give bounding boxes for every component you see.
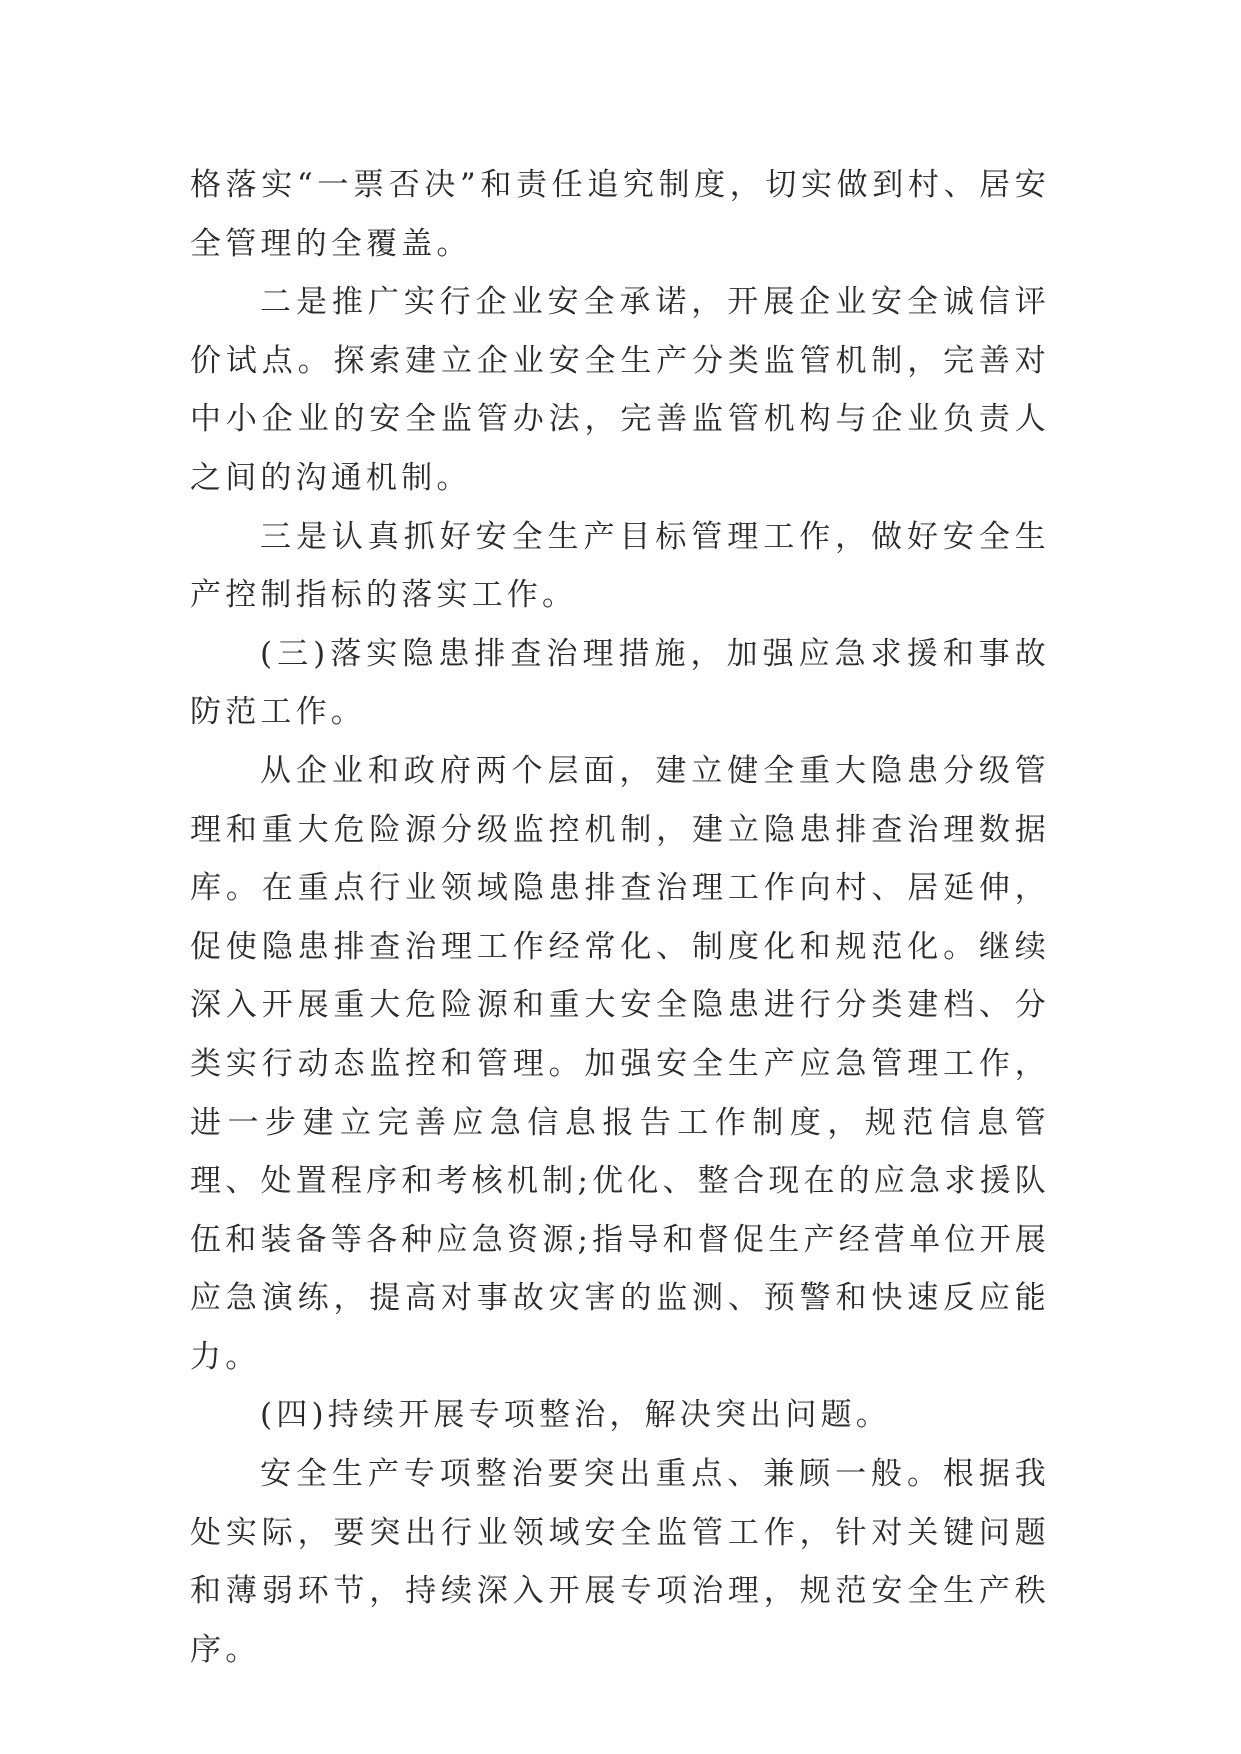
section-heading-3: (三)落实隐患排查治理措施，加强应急求援和事故防范工作。 <box>190 635 1050 731</box>
paragraph-5: 安全生产专项整治要突出重点、兼顾一般。根据我处实际，要突出行业领域安全监管工作，针对关键问题和薄弱环节，持续深入开展专项治理，规范安全生产秩序。 <box>190 1456 1050 1668</box>
paragraph-2: 二是推广实行企业安全承诺，开展企业安全诚信评价试点。探索建立企业安全生产分类监管机制，完善对中小企业的安全监管办法，完善监管机构与企业负责人之间的沟通机制。 <box>190 284 1050 496</box>
paragraph-4: 从企业和政府两个层面，建立健全重大隐患分级管理和重大危险源分级监控机制，建立隐患排查治理数据库。在重点行业领域隐患排查治理工作向村、居延伸，促使隐患排查治理工作经常化、制度化和规范化。继续深入开展重大危险源和重大安全隐患进行分类建档、分类实行动态监控和管理。加强安全生产应急管理工作，进一步建立完善应急信息报告工作制度，规范信息管理、处置程序和考核机制;优化、整合现在的应急求援队伍和装备等各种应急资源;指导和督促生产经营单位开展应急演练，提高对事故灾害的监测、预警和快速反应能力。 <box>190 752 1050 1375</box>
paragraph-1: 格落实“一票否决”和责任追究制度，切实做到村、居安全管理的全覆盖。 <box>190 167 1050 262</box>
paragraph-3: 三是认真抓好安全生产目标管理工作，做好安全生产控制指标的落实工作。 <box>190 518 1050 614</box>
section-heading-4: (四)持续开展专项整治，解决突出问题。 <box>260 1397 891 1434</box>
document-body <box>190 156 1050 1679</box>
